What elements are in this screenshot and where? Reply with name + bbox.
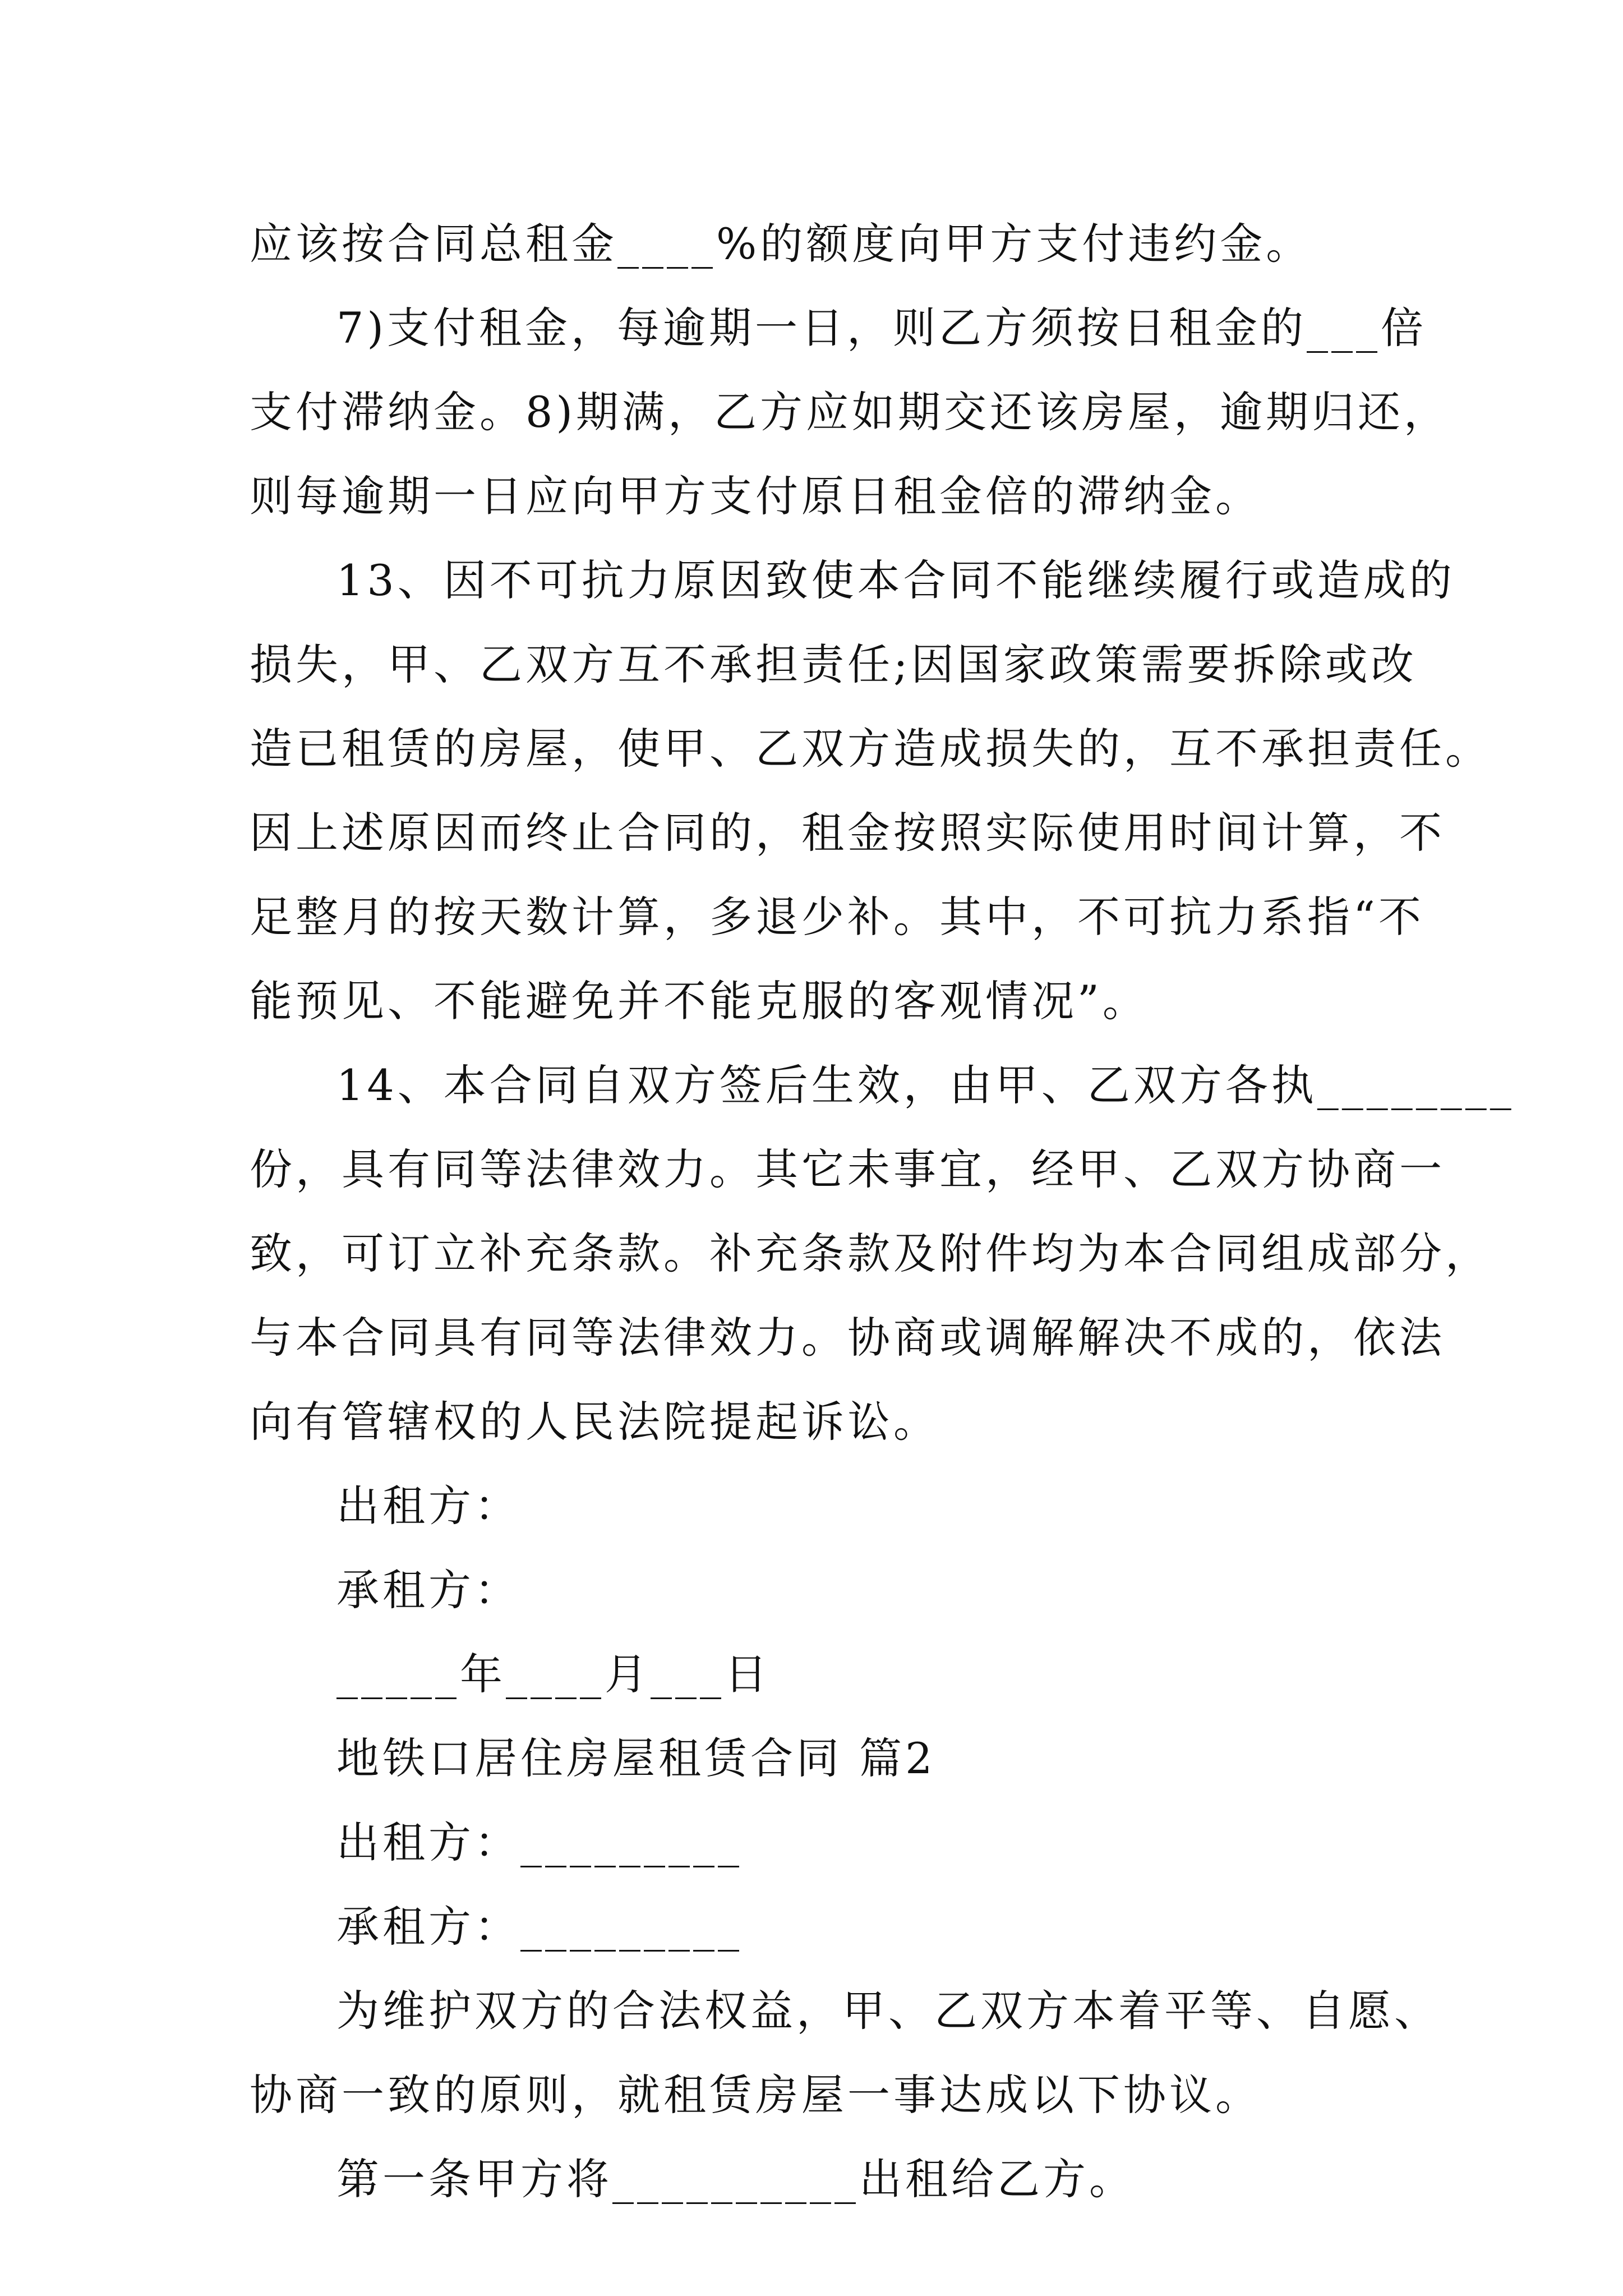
text-line: 协商一致的原则，就租赁房屋一事达成以下协议。	[250, 2070, 1261, 2120]
document-body	[250, 202, 1515, 2221]
lessor-field: 出租方：_________	[336, 1818, 743, 1867]
text-line: 支付滞纳金。8)期满，乙方应如期交还该房屋，逾期归还，	[250, 387, 1450, 437]
text-line: 足整月的按天数计算，多退少补。其中，不可抗力系指“不	[250, 892, 1424, 942]
text-line: 致，可订立补充条款。补充条款及附件均为本合同组成部分，	[250, 1228, 1491, 1278]
section-title: 地铁口居住房屋租赁合同 篇2	[336, 1733, 936, 1783]
text-line: 13、因不可抗力原因致使本合同不能继续履行或造成的	[336, 555, 1455, 605]
lessee-field: 承租方：_________	[336, 1902, 743, 1952]
text-line: 向有管辖权的人民法院提起诉讼。	[250, 1397, 939, 1447]
text-line: 应该按合同总租金____%的额度向甲方支付违约金。	[250, 219, 1312, 269]
text-line: 能预见、不能避免并不能克服的客观情况”。	[250, 976, 1149, 1026]
text-line: 份，具有同等法律效力。其它未事宜，经甲、乙双方协商一	[250, 1144, 1445, 1194]
date-line: _____年____月___日	[336, 1649, 771, 1699]
text-line: 则每逾期一日应向甲方支付原日租金倍的滞纳金。	[250, 471, 1261, 521]
text-line: 第一条甲方将__________出租给乙方。	[336, 2154, 1135, 2204]
text-line: 因上述原因而终止合同的，租金按照实际使用时间计算，不	[250, 808, 1445, 858]
text-line: 7)支付租金，每逾期一日，则乙方须按日租金的___倍	[336, 303, 1427, 353]
text-line: 损失，甲、乙双方互不承担责任;因国家政策需要拆除或改	[250, 639, 1417, 689]
text-line: 为维护双方的合法权益，甲、乙双方本着平等、自愿、	[336, 1986, 1440, 2036]
text-line: 造已租赁的房屋，使甲、乙双方造成损失的，互不承担责任。	[250, 724, 1491, 774]
text-line: 14、本合同自双方签后生效，由甲、乙双方各执________	[336, 1060, 1515, 1110]
lessor-label: 出租方：	[336, 1481, 520, 1531]
text-line: 与本合同具有同等法律效力。协商或调解解决不成的，依法	[250, 1313, 1445, 1363]
lessee-label: 承租方：	[336, 1565, 520, 1615]
